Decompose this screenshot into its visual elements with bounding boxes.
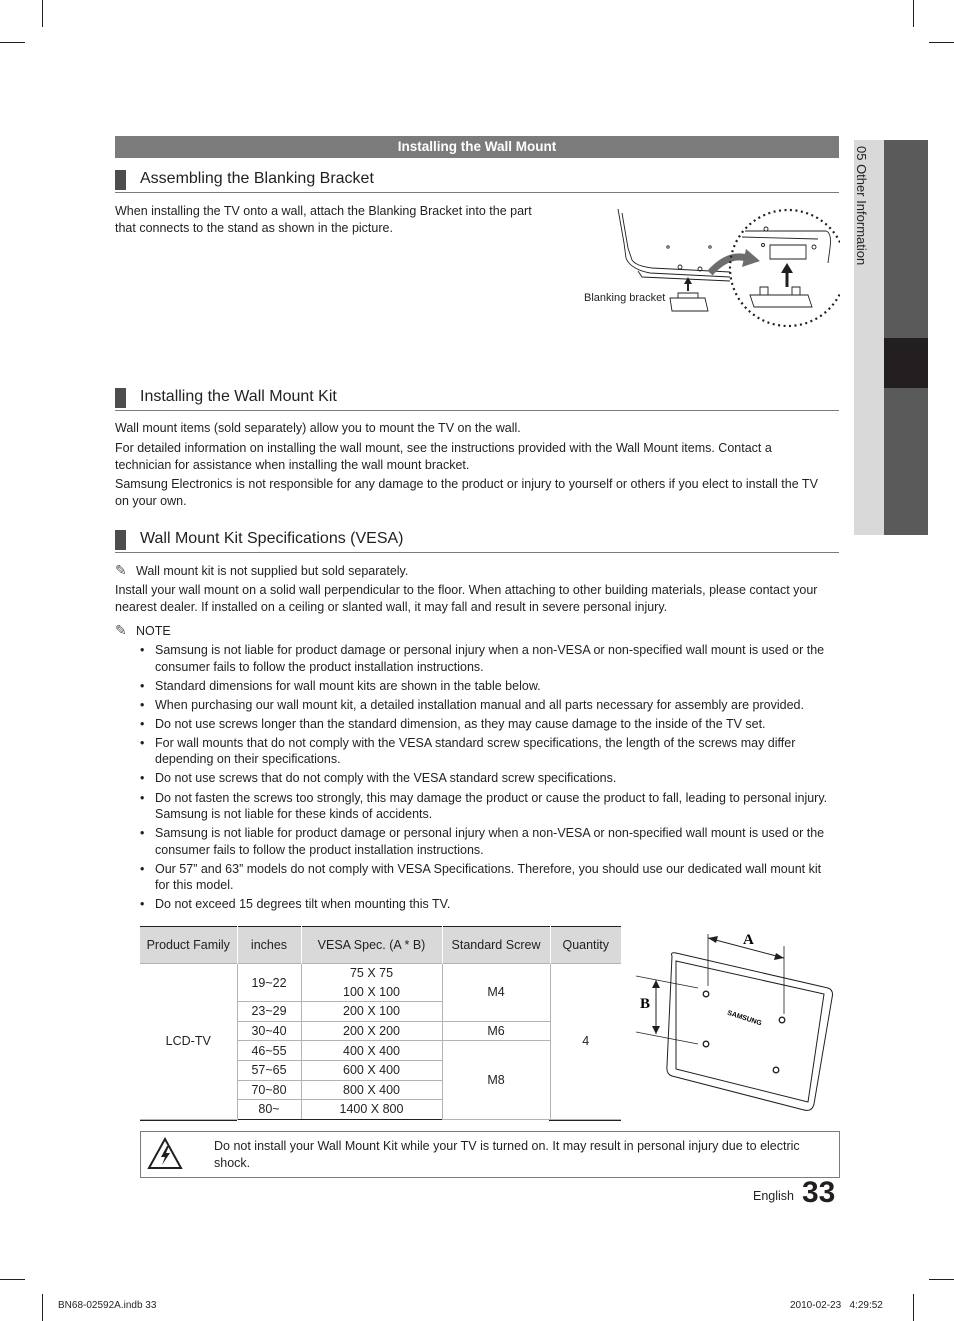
list-item: • Standard dimensions for wall mount kits are shown in the table below. [138,678,833,695]
wallkit-paragraph-2: For detailed information on installing the wall mount, see the instructions provided with the Wall Mount items. Contact a technician for assistance when installing the wall mount bracket. [115,441,772,472]
cell-inches: 19~22 [237,964,301,1002]
cell-vesa: 400 X 400 [301,1041,442,1061]
table-bottom-rule [140,1120,237,1121]
warning-text: Do not install your Wall Mount Kit while your TV is turned on. It may result in personal injury due to electric shock. [214,1139,800,1170]
blanking-bracket-illustration [580,203,840,333]
footer-timestamp: 2010-02-23 4:29:52 [790,1300,883,1311]
footer-language: English [753,1189,794,1203]
header-inches: inches [237,927,301,964]
table-header-row [140,927,621,964]
cell-inches: 23~29 [237,1002,301,1022]
chapter-label: 05 Other Information [854,146,869,266]
cell-screw: M8 [442,1041,550,1119]
section-heading-blanking [115,168,839,193]
wallkit-paragraph-1: Wall mount items (sold separately) allow you to mount the TV on the wall. [115,421,521,435]
pencil-icon: ✎ [115,562,127,578]
list-item: • Samsung is not liable for product damage or personal injury when a non-VESA or non-specified wall mount is used or the consumer fails to follow the product installation instructions. [138,825,833,858]
list-item: • Do not fasten the screws too strongly, this may damage the product or cause the product to fall, leading to personal injury. Samsung is not liable for these kinds of accidents. [138,790,833,823]
cell-inches: 80~ [237,1100,301,1120]
heading-bar [115,388,126,408]
list-item: • Samsung is not liable for product damage or personal injury when a non-VESA or non-specified wall mount is used or the consumer fails to follow the product installation instructions. [138,642,833,675]
list-item: • Do not use screws longer than the standard dimension, as they may cause damage to the inside of the TV set. [138,716,833,733]
crop-mark [42,1294,43,1321]
cell-vesa: 600 X 400 [301,1060,442,1080]
cell-family: LCD-TV [140,964,237,1120]
tv-brand-logo: SAMSUNG [726,1009,763,1028]
cell-vesa: 200 X 200 [301,1021,442,1041]
list-item: • Do not exceed 15 degrees tilt when mounting this TV. [138,896,833,913]
cell-screw: M6 [442,1021,550,1041]
crop-mark [929,1279,954,1280]
header-standard-screw: Standard Screw [442,927,550,964]
tv-back-diagram [636,926,836,1116]
cell-screw: M4 [442,964,550,1022]
section-title: Installing the Wall Mount Kit [140,388,337,405]
blanking-text: When installing the TV onto a wall, attach the Blanking Bracket into the part that connects to the stand as shown in the picture. [115,204,532,235]
cell-vesa: 100 X 100 [301,983,442,1002]
page-number: 33 [802,1176,836,1209]
dimension-label-a: A [743,932,754,948]
cell-vesa: 200 X 100 [301,1002,442,1022]
cell-vesa: 75 X 75 [301,964,442,983]
header-product-family: Product Family [140,927,237,964]
warning-box [140,1131,840,1178]
pencil-icon: ✎ [115,622,127,638]
crop-mark [0,42,25,43]
table-bottom-rule [549,1120,621,1121]
footer-filename: BN68-02592A.indb 33 [58,1300,157,1311]
list-item: • Our 57” and 63” models do not comply with VESA Specifications. Therefore, you should use our dedicated wall mount kit for this model. [138,861,833,894]
list-item: • Do not use screws that do not comply with the VESA standard screw specifications. [138,770,833,787]
table-row [140,964,621,983]
heading-bar [115,530,126,550]
crop-mark [913,0,914,27]
crop-mark [0,1279,25,1280]
cell-vesa: 1400 X 800 [301,1100,442,1120]
crop-mark [913,1294,914,1321]
page-banner: Installing the Wall Mount [115,136,839,158]
wallkit-paragraph-3: Samsung Electronics is not responsible for any damage to the product or injury to yourself or others if you elect to install the TV on your own. [115,477,818,508]
bracket-caption: Blanking bracket [584,292,666,304]
cell-inches: 57~65 [237,1060,301,1080]
list-item: • For wall mounts that do not comply with the VESA standard screw specifications, the length of the screws may differ depending on their specifications. [138,735,833,768]
header-quantity: Quantity [550,927,621,964]
section-heading-wall-kit [115,386,839,411]
crop-mark [42,0,43,27]
heading-bar [115,170,126,190]
cell-inches: 46~55 [237,1041,301,1061]
vesa-spec-table [140,926,621,1120]
cell-quantity: 4 [550,964,621,1120]
note-row [115,562,408,579]
electric-shock-warning-icon [147,1137,183,1171]
section-title: Wall Mount Kit Specifications (VESA) [140,530,404,547]
cell-inches: 70~80 [237,1080,301,1100]
note-list [138,642,833,915]
section-heading-vesa [115,528,839,553]
section-title: Assembling the Blanking Bracket [140,170,374,187]
note-heading [115,622,171,639]
chapter-tab-marker [884,338,928,388]
note-label: NOTE [136,624,171,638]
crop-mark [929,42,954,43]
cell-vesa: 800 X 400 [301,1080,442,1100]
header-vesa-spec: VESA Spec. (A * B) [301,927,442,964]
list-item: • When purchasing our wall mount kit, a detailed installation manual and all parts necessary for assembly are provided. [138,697,833,714]
vesa-paragraph: Install your wall mount on a solid wall perpendicular to the floor. When attaching to other building materials, please contact your nearest dealer. If installed on a ceiling or slanted wall, it may fall and result in severe personal injury. [115,583,818,614]
note-text: Wall mount kit is not supplied but sold separately. [136,564,409,578]
cell-inches: 30~40 [237,1021,301,1041]
dimension-label-b: B [640,996,651,1012]
